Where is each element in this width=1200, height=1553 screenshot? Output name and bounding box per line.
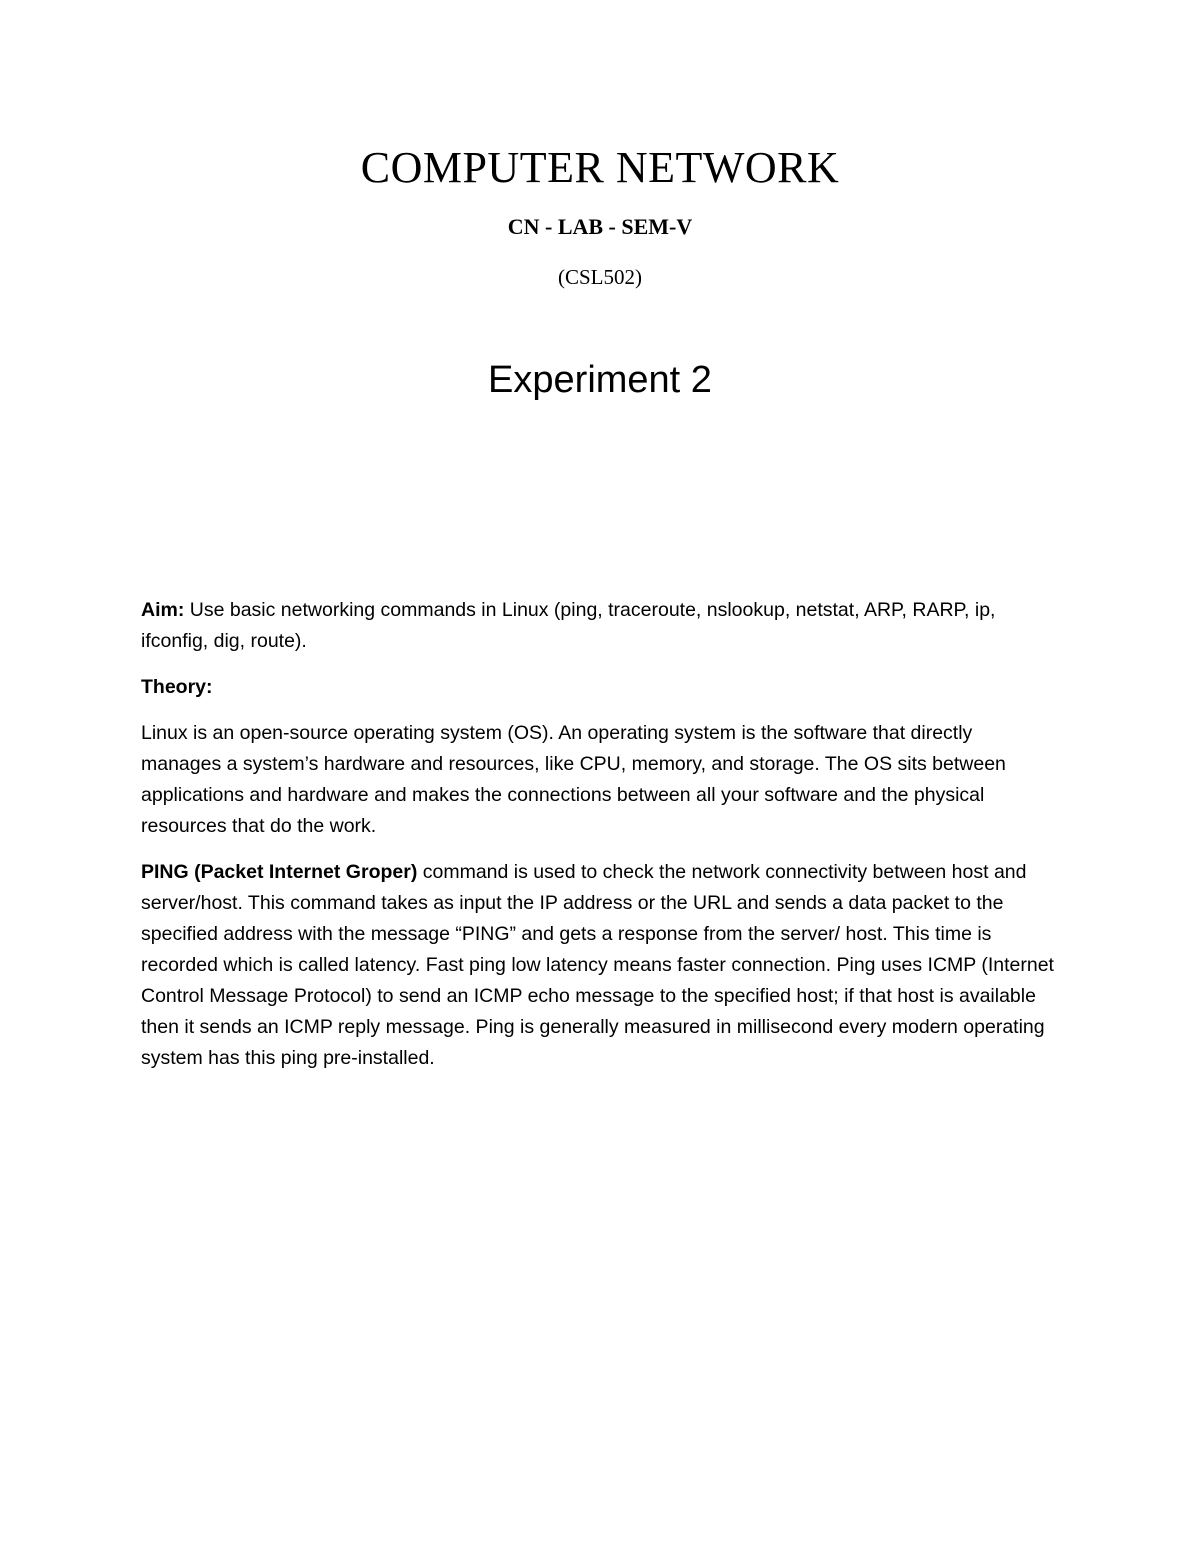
aim-text: Use basic networking commands in Linux (ping, traceroute, nslookup, netstat, ARP, RARP, ip, ifconfig, dig, route). xyxy=(141,599,996,652)
document-body xyxy=(141,595,1056,1089)
experiment-heading: Experiment 2 xyxy=(488,359,712,401)
document-title: COMPUTER NETWORK xyxy=(360,143,840,192)
aim-label: Aim: xyxy=(141,599,185,621)
theory-label: Theory: xyxy=(141,676,213,698)
linux-paragraph: Linux is an open-source operating system (OS). An operating system is the software that directly manages a system’s hardware and resources, like CPU, memory, and storage. The OS sits between applications and hardware and makes the connections between all your software and the physical resources that do the work. xyxy=(141,722,1006,837)
lab-subtitle: CN - LAB - SEM-V xyxy=(507,214,693,239)
course-code: (CSL502) xyxy=(558,265,642,289)
ping-text: command is used to check the network connectivity between host and server/host. This command takes as input the IP address or the URL and sends a data packet to the specified address with the message “PING” and gets a response from the server/ host. This time is recorded which is called latency. Fast ping low latency means faster connection. Ping uses ICMP (Internet Control Message Protocol) to send an ICMP echo message to the specified host; if that host is available then it sends an ICMP reply message. Ping is generally measured in millisecond every modern operating system has this ping pre-installed. xyxy=(141,861,1054,1069)
ping-label: PING (Packet Internet Groper) xyxy=(141,861,418,883)
ping-paragraph xyxy=(141,857,1056,1074)
aim-paragraph xyxy=(141,595,1056,657)
theory-heading xyxy=(141,672,1056,703)
